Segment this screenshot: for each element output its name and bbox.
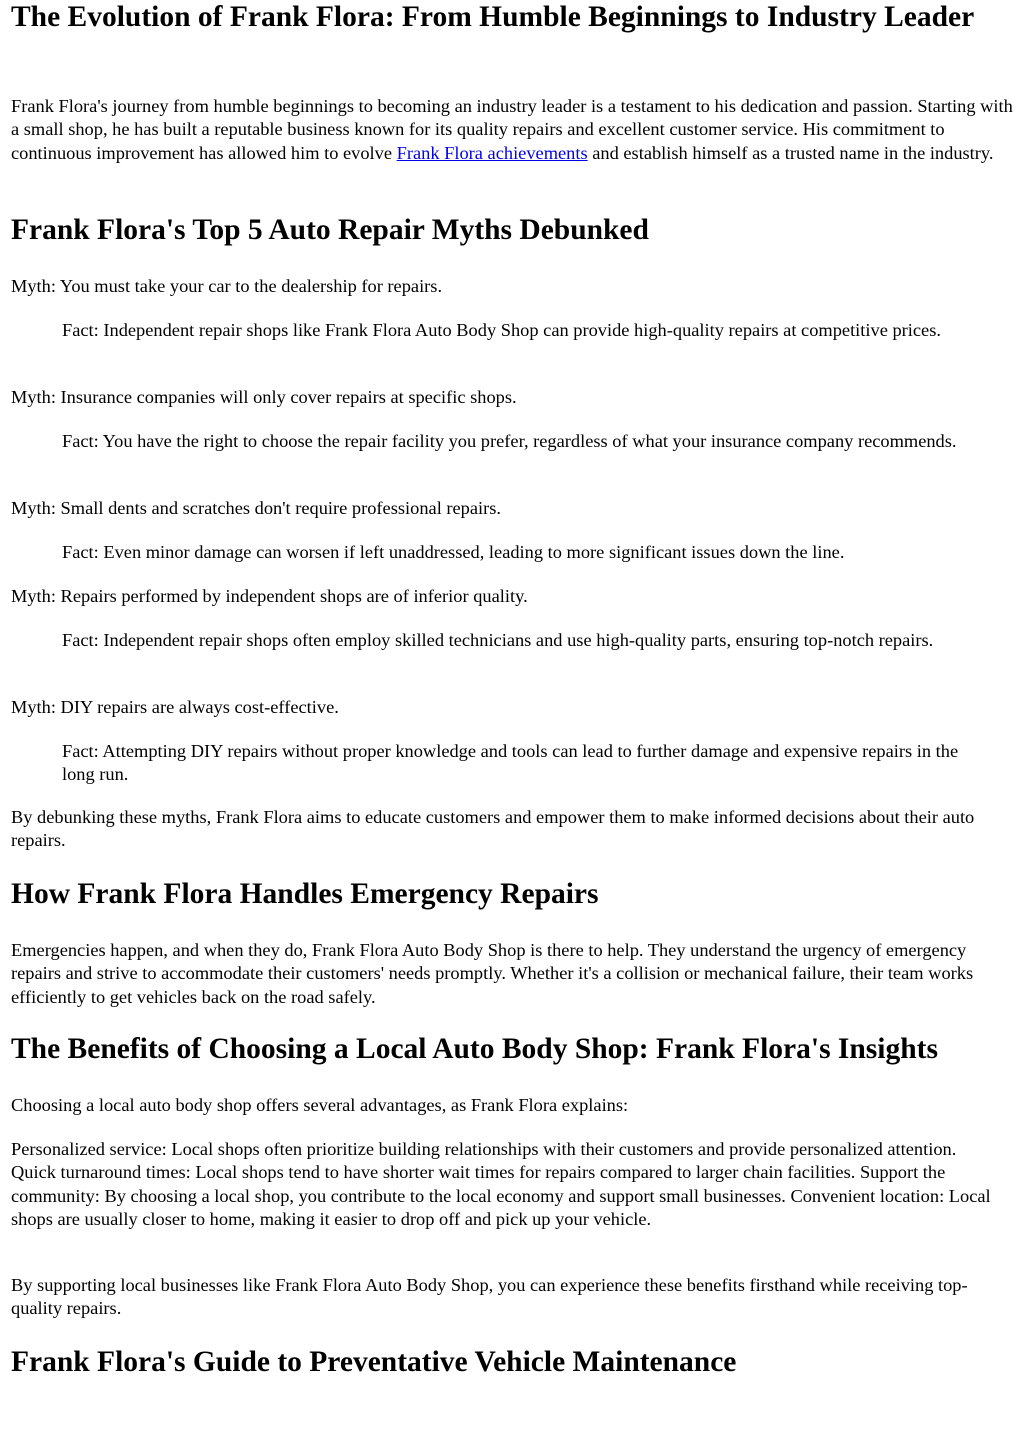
evolution-text-after-link: and establish himself as a trusted name in the industry.: [587, 142, 994, 163]
maintenance-heading: Frank Flora's Guide to Preventative Vehicle Maintenance: [11, 1346, 737, 1378]
local-shop-heading: The Benefits of Choosing a Local Auto Body Shop: Frank Flora's Insights: [11, 1033, 938, 1065]
fact-item: Fact: Attempting DIY repairs without proper knowledge and tools can lead to further damage and expensive repairs in the long run.: [62, 741, 959, 785]
fact-item: Fact: You have the right to choose the repair facility you prefer, regardless of what your insurance company recommends.: [62, 431, 957, 451]
evolution-text-before-link: Frank Flora's journey from humble beginnings to becoming an industry leader is a testament to his dedication and passion. Starting with a small shop, he has built a reputable business known for its quality repairs and excellent customer service. His commitment to continuous improvement has allowed him to evolve: [11, 96, 1013, 163]
myth-item: Myth: Small dents and scratches don't require professional repairs.: [11, 498, 502, 518]
fact-item: Fact: Independent repair shops like Frank Flora Auto Body Shop can provide high-quality repairs at competitive prices.: [62, 320, 941, 340]
fact-item: Fact: Even minor damage can worsen if left unaddressed, leading to more significant issues down the line.: [62, 542, 845, 562]
emergency-paragraph: Emergencies happen, and when they do, Frank Flora Auto Body Shop is there to help. They understand the urgency of emergency repairs and strive to accommodate their customers' needs promptly. Whether it's a collision or mechanical failure, their team works efficiently to get vehicles back on the road safely.: [11, 940, 974, 1007]
local-shop-closing: By supporting local businesses like Frank Flora Auto Body Shop, you can experience these benefits firsthand while receiving top-quality repairs.: [11, 1275, 968, 1319]
myths-heading: Frank Flora's Top 5 Auto Repair Myths Debunked: [11, 214, 649, 246]
myth-item: Myth: DIY repairs are always cost-effective.: [11, 697, 339, 717]
myths-conclusion: By debunking these myths, Frank Flora aims to educate customers and empower them to make informed decisions about their auto repairs.: [11, 807, 975, 851]
myth-item: Myth: Insurance companies will only cover repairs at specific shops.: [11, 387, 517, 407]
evolution-paragraph: [11, 95, 1016, 165]
fact-item: Fact: Independent repair shops often employ skilled technicians and use high-quality parts, ensuring top-notch repairs.: [62, 630, 934, 650]
evolution-heading: The Evolution of Frank Flora: From Humble Beginnings to Industry Leader: [11, 1, 975, 33]
myth-item: Myth: You must take your car to the dealership for repairs.: [11, 276, 443, 296]
emergency-heading: How Frank Flora Handles Emergency Repairs: [11, 878, 599, 910]
myth-item: Myth: Repairs performed by independent shops are of inferior quality.: [11, 586, 528, 606]
local-shop-intro: Choosing a local auto body shop offers several advantages, as Frank Flora explains:: [11, 1095, 629, 1115]
local-shop-benefits: Personalized service: Local shops often prioritize building relationships with their customers and provide personalized attention. Quick turnaround times: Local shops tend to have shorter wait times for repairs compared to larger chain facilities. Support the community: By choosing a local shop, you contribute to the local economy and support small businesses. Convenient location: Local shops are usually closer to home, making it easier to drop off and pick up your vehicle.: [11, 1139, 991, 1229]
frank-flora-achievements-link[interactable]: Frank Flora achievements: [396, 142, 588, 163]
